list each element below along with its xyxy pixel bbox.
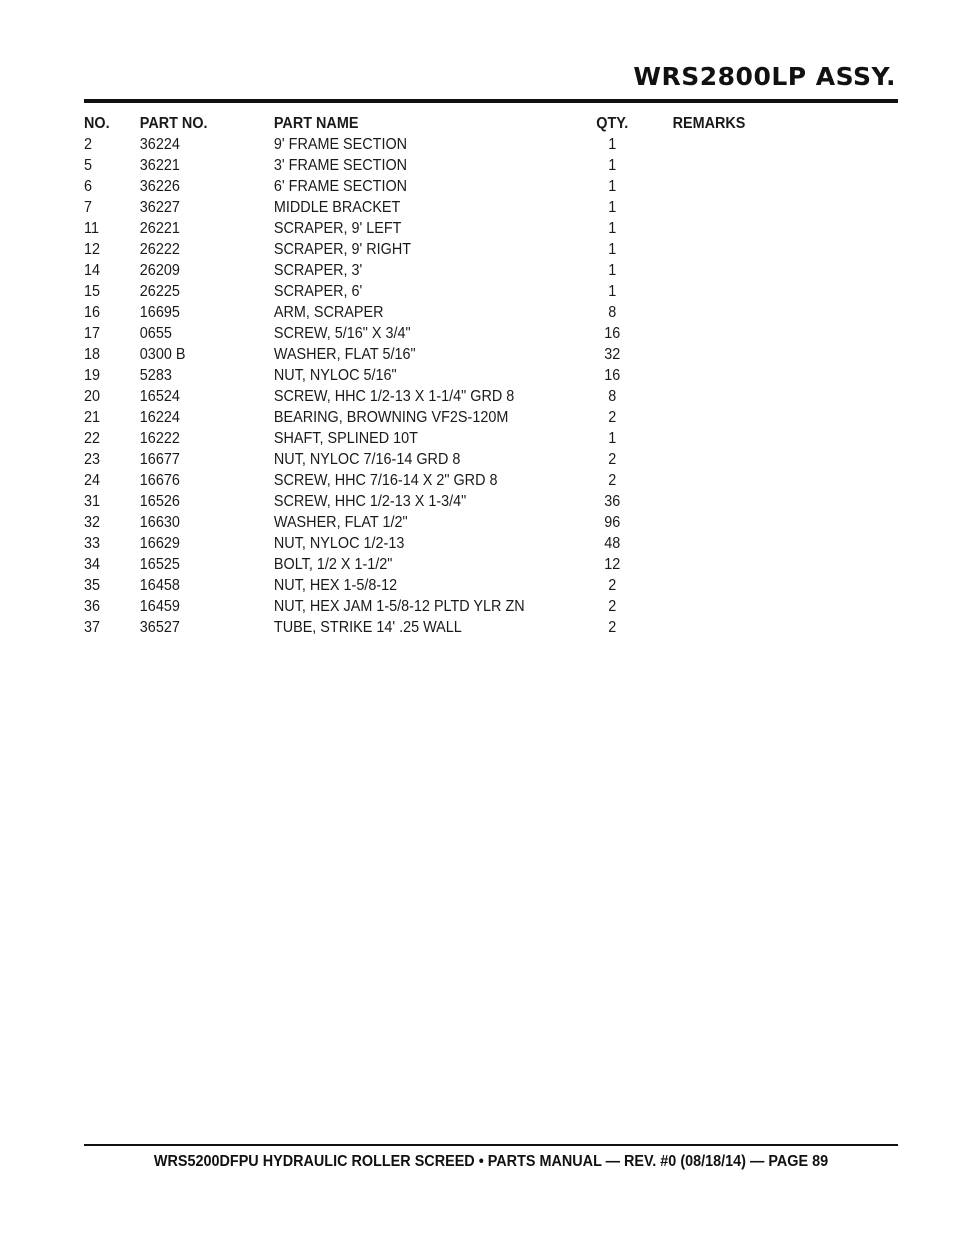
table-row <box>84 554 714 575</box>
row-part-name: SHAFT, SPLINED 10T <box>273 430 418 447</box>
row-part-name: NUT, NYLOC 5/16" <box>273 367 397 384</box>
row-qty: 16 <box>604 367 621 384</box>
row-no: 22 <box>84 430 101 447</box>
row-part-no: 26222 <box>139 241 180 258</box>
row-no: 21 <box>84 409 101 426</box>
row-part-no: 0300 B <box>139 346 186 363</box>
header-divider <box>84 99 898 103</box>
table-row <box>84 470 714 491</box>
row-part-no: 16630 <box>139 514 180 531</box>
row-part-name: SCREW, HHC 7/16-14 X 2" GRD 8 <box>273 472 498 489</box>
row-part-no: 36227 <box>139 199 180 216</box>
row-qty: 48 <box>604 535 621 552</box>
header-part-name: PART NAME <box>273 115 359 132</box>
row-part-no: 26221 <box>139 220 180 237</box>
row-qty: 2 <box>608 472 617 489</box>
row-qty: 2 <box>608 619 617 636</box>
row-no: 33 <box>84 535 101 552</box>
row-no: 19 <box>84 367 101 384</box>
row-no: 6 <box>84 178 93 195</box>
table-row <box>84 323 714 344</box>
row-part-no: 16526 <box>139 493 180 510</box>
table-row <box>84 386 714 407</box>
row-no: 5 <box>84 157 93 174</box>
table-row <box>84 533 714 554</box>
row-part-no: 36221 <box>139 157 180 174</box>
row-part-name: NUT, HEX JAM 1-5/8-12 PLTD YLR ZN <box>273 598 525 615</box>
row-part-name: BOLT, 1/2 X 1-1/2" <box>273 556 393 573</box>
row-part-name: WASHER, FLAT 1/2" <box>273 514 408 531</box>
row-part-no: 0655 <box>139 325 172 342</box>
table-row <box>84 302 714 323</box>
table-row <box>84 239 714 260</box>
row-part-no: 16524 <box>139 388 180 405</box>
header-no: NO. <box>84 115 110 132</box>
row-no: 23 <box>84 451 101 468</box>
row-qty: 1 <box>608 283 617 300</box>
row-part-no: 16525 <box>139 556 180 573</box>
row-part-no: 16677 <box>139 451 180 468</box>
row-qty: 1 <box>608 199 617 216</box>
row-part-no: 26209 <box>139 262 180 279</box>
row-no: 20 <box>84 388 101 405</box>
row-part-name: 3' FRAME SECTION <box>273 157 408 174</box>
row-qty: 8 <box>608 388 617 405</box>
row-part-name: 9' FRAME SECTION <box>273 136 408 153</box>
row-no: 15 <box>84 283 101 300</box>
table-row <box>84 617 714 638</box>
parts-table <box>84 113 784 638</box>
row-part-no: 36224 <box>139 136 180 153</box>
table-row <box>84 197 714 218</box>
table-row <box>84 428 714 449</box>
row-qty: 16 <box>604 325 621 342</box>
row-part-no: 16222 <box>139 430 180 447</box>
row-qty: 36 <box>604 493 621 510</box>
row-part-no: 36226 <box>139 178 180 195</box>
header-qty: QTY. <box>596 115 629 132</box>
row-qty: 8 <box>608 304 617 321</box>
table-row <box>84 365 714 386</box>
row-qty: 12 <box>604 556 621 573</box>
row-no: 32 <box>84 514 101 531</box>
row-qty: 1 <box>608 178 617 195</box>
header-remarks: REMARKS <box>672 115 746 132</box>
row-qty: 1 <box>608 241 617 258</box>
row-qty: 96 <box>604 514 621 531</box>
table-row <box>84 344 714 365</box>
row-part-no: 16629 <box>139 535 180 552</box>
row-part-name: SCREW, HHC 1/2-13 X 1-3/4" <box>273 493 467 510</box>
table-row <box>84 218 714 239</box>
row-qty: 1 <box>608 262 617 279</box>
row-no: 34 <box>84 556 101 573</box>
row-no: 17 <box>84 325 101 342</box>
row-no: 2 <box>84 136 93 153</box>
row-qty: 2 <box>608 598 617 615</box>
row-part-no: 16224 <box>139 409 180 426</box>
row-part-name: MIDDLE BRACKET <box>273 199 401 216</box>
page-footer: WRS5200DFPU HYDRAULIC ROLLER SCREED • PARTS MANUAL — REV. #0 (08/18/14) — PAGE 89 <box>153 1153 829 1170</box>
row-qty: 1 <box>608 430 617 447</box>
table-row <box>84 575 714 596</box>
table-row <box>84 596 714 617</box>
row-part-name: NUT, HEX 1-5/8-12 <box>273 577 398 594</box>
row-part-no: 16676 <box>139 472 180 489</box>
row-part-name: 6' FRAME SECTION <box>273 178 408 195</box>
row-part-no: 16459 <box>139 598 180 615</box>
table-row <box>84 491 714 512</box>
row-no: 31 <box>84 493 101 510</box>
row-part-no: 16695 <box>139 304 180 321</box>
row-qty: 1 <box>608 157 617 174</box>
row-part-name: SCREW, HHC 1/2-13 X 1-1/4" GRD 8 <box>273 388 515 405</box>
row-qty: 32 <box>604 346 621 363</box>
row-part-name: NUT, NYLOC 1/2-13 <box>273 535 405 552</box>
row-qty: 2 <box>608 451 617 468</box>
row-part-name: WASHER, FLAT 5/16" <box>273 346 416 363</box>
row-no: 37 <box>84 619 101 636</box>
table-row <box>84 134 714 155</box>
row-part-name: NUT, NYLOC 7/16-14 GRD 8 <box>273 451 461 468</box>
row-part-no: 26225 <box>139 283 180 300</box>
row-qty: 1 <box>608 220 617 237</box>
row-part-no: 5283 <box>139 367 172 384</box>
row-no: 35 <box>84 577 101 594</box>
row-qty: 2 <box>608 577 617 594</box>
row-part-no: 16458 <box>139 577 180 594</box>
row-part-name: SCRAPER, 9' RIGHT <box>273 241 412 258</box>
table-row <box>84 449 714 470</box>
table-header-row <box>84 113 746 134</box>
table-row <box>84 281 714 302</box>
table-row <box>84 155 714 176</box>
row-qty: 1 <box>608 136 617 153</box>
footer-divider <box>84 1144 898 1146</box>
row-part-name: SCRAPER, 6' <box>273 283 363 300</box>
row-part-no: 36527 <box>139 619 180 636</box>
row-qty: 2 <box>608 409 617 426</box>
row-no: 7 <box>84 199 93 216</box>
row-part-name: SCRAPER, 3' <box>273 262 363 279</box>
table-row <box>84 260 714 281</box>
table-row <box>84 176 714 197</box>
table-row <box>84 512 714 533</box>
table-row <box>84 407 714 428</box>
page-title: WRS2800LP ASSY. <box>633 62 896 91</box>
row-part-name: BEARING, BROWNING VF2S-120M <box>273 409 509 426</box>
row-no: 12 <box>84 241 101 258</box>
row-no: 18 <box>84 346 101 363</box>
row-no: 24 <box>84 472 101 489</box>
row-part-name: TUBE, STRIKE 14' .25 WALL <box>273 619 462 636</box>
row-part-name: SCRAPER, 9' LEFT <box>273 220 402 237</box>
row-part-name: ARM, SCRAPER <box>273 304 384 321</box>
header-part-no: PART NO. <box>139 115 208 132</box>
row-part-name: SCREW, 5/16" X 3/4" <box>273 325 411 342</box>
row-no: 36 <box>84 598 101 615</box>
row-no: 11 <box>84 220 99 237</box>
row-no: 14 <box>84 262 101 279</box>
row-no: 16 <box>84 304 101 321</box>
